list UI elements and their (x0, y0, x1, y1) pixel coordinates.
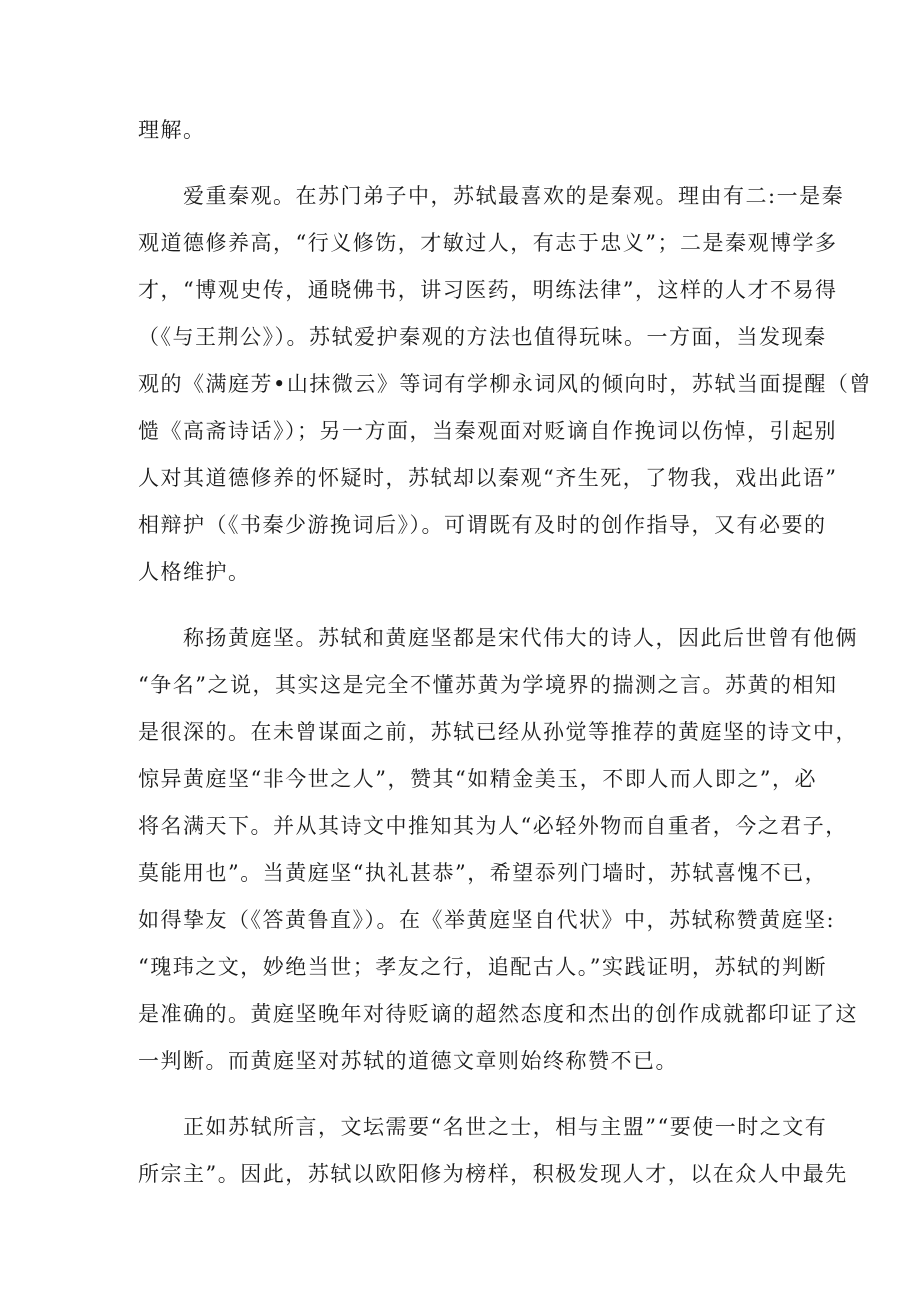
text-line: 才，“博观史传，通晓佛书，讲习医药，明练法律”，这样的人才不易得 (138, 278, 838, 302)
text-line: （《与王荆公》）。苏轼爱护秦观的方法也值得玩味。一方面，当发现秦 (138, 325, 827, 349)
text-line: 慥《高斋诗话》）；另一方面，当秦观面对贬谪自作挽词以伤悼，引起别 (138, 419, 837, 443)
text-line: 称扬黄庭坚。苏轼和黄庭坚都是宋代伟大的诗人，因此后世曾有他俩 (183, 626, 858, 650)
text-line: “争名”之说，其实这是完全不懂苏黄为学境界的揣测之言。苏黄的相知 (138, 673, 838, 697)
text-line: 是很深的。在未曾谋面之前，苏轼已经从孙觉等推荐的黄庭坚的诗文中， (138, 720, 858, 744)
text-line: 观道德修养高，“行义修饬，才敏过人，有志于忠义”；二是秦观博学多 (138, 231, 838, 255)
text-line: 理解。 (138, 118, 206, 142)
text-line: 所宗主”。因此，苏轼以欧阳修为榜样，积极发现人才，以在众人中最先 (138, 1162, 848, 1186)
text-line: “瑰玮之文，妙绝当世；孝友之行，追配古人。”实践证明，苏轼的判断 (138, 955, 827, 979)
text-line: 观的《满庭芳•山抹微云》等词有学柳永词风的倾向时，苏轼当面提醒（曾 (138, 372, 872, 396)
text-line: 人格维护。 (138, 560, 251, 584)
text-line: 如得挚友（《答黄鲁直》）。在《举黄庭坚自代状》中，苏轼称赞黄庭坚: (138, 908, 836, 932)
text-line: 一判断。而黄庭坚对苏轼的道德文章则始终称赞不已。 (138, 1049, 678, 1073)
text-line: 将名满天下。并从其诗文中推知其为人“必轻外物而自重者，今之君子， (138, 814, 848, 838)
text-line: 莫能用也”。当黄庭坚“执礼甚恭”，希望忝列门墙时，苏轼喜愧不已， (138, 861, 828, 885)
text-line: 人对其道德修养的怀疑时，苏轼却以秦观“齐生死，了物我，戏出此语” (138, 466, 838, 490)
text-line: 爱重秦观。在苏门弟子中，苏轼最喜欢的是秦观。理由有二:一是秦 (183, 184, 845, 208)
text-line: 惊异黄庭坚“非今世之人”，赞其“如精金美玉，不即人而人即之”，必 (138, 767, 817, 791)
text-line: 正如苏轼所言，文坛需要“名世之士，相与主盟”“要使一时之文有 (183, 1115, 828, 1139)
text-line: 是准确的。黄庭坚晚年对待贬谪的超然态度和杰出的创作成就都印证了这 (138, 1002, 858, 1026)
text-line: 相辩护（《书秦少游挽词后》）。可谓既有及时的创作指导，又有必要的 (138, 513, 827, 537)
